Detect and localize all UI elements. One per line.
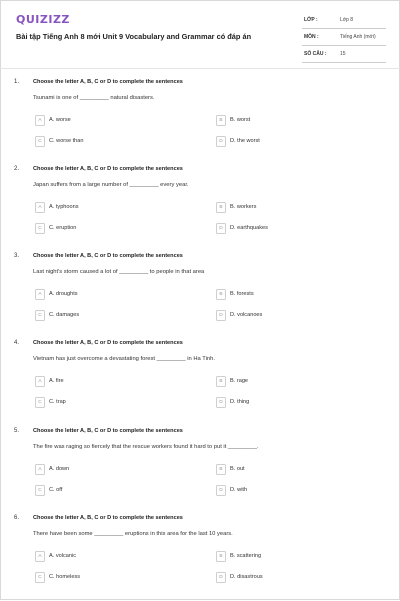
question-instruction: Choose the letter A, B, C or D to complete the sentences [33, 340, 183, 346]
question-item [0, 515, 400, 601]
meta-value: 15 [340, 51, 346, 57]
meta-key: SỐ CÂU : [304, 51, 327, 57]
question-instruction: Choose the letter A, B, C or D to complete the sentences [33, 428, 183, 434]
option-text: C. trap [49, 398, 66, 405]
meta-key: MÔN : [304, 34, 319, 40]
question-item [0, 166, 400, 252]
option-text: A. down [49, 465, 70, 472]
option-letter-box: B [216, 376, 226, 387]
worksheet-title: Bài tập Tiếng Anh 8 mới Unit 9 Vocabulary and Grammar có đáp án [16, 32, 252, 41]
question-text: Japan suffers from a large number of _________ every year. [33, 182, 189, 188]
option-letter-box: B [216, 115, 226, 126]
option-letter-box: B [216, 551, 226, 562]
question-number: 5. [14, 428, 20, 434]
option-letter-box: A [35, 115, 45, 126]
header-divider [0, 68, 400, 69]
question-number: 1. [14, 79, 20, 85]
question-item [0, 428, 400, 514]
question-text: Last night's storm caused a lot of _________ to people in that area [33, 269, 205, 275]
option-text: C. damages [49, 311, 80, 318]
question-number: 6. [14, 515, 20, 521]
option-text: B. out [230, 465, 245, 472]
question-text: The fire was raging so fiercely that the rescue workers found it hard to put it _________. [33, 444, 259, 450]
option-text: A. fire [49, 377, 64, 384]
question-number: 3. [14, 253, 20, 259]
question-text: Tsunami is one of _________ natural disasters. [33, 95, 155, 101]
option-text: A. droughts [49, 290, 78, 297]
option-letter-box: D [216, 485, 226, 496]
option-text: B. workers [230, 203, 257, 210]
option-letter-box: A [35, 289, 45, 300]
option-letter-box: C [35, 310, 45, 321]
question-text: Vietnam has just overcome a devastating forest _________ in Ha Tinh. [33, 356, 215, 362]
meta-key: LỚP : [304, 17, 318, 23]
option-letter-box: D [216, 572, 226, 583]
question-item [0, 79, 400, 165]
question-instruction: Choose the letter A, B, C or D to complete the sentences [33, 79, 183, 85]
question-instruction: Choose the letter A, B, C or D to complete the sentences [33, 166, 183, 172]
option-letter-box: A [35, 376, 45, 387]
option-text: C. homeless [49, 573, 81, 580]
question-number: 2. [14, 166, 20, 172]
option-letter-box: C [35, 223, 45, 234]
option-text: B. forests [230, 290, 254, 297]
meta-row-class [302, 12, 386, 29]
option-text: A. volcanic [49, 552, 77, 559]
option-letter-box: A [35, 464, 45, 475]
option-letter-box: B [216, 289, 226, 300]
question-text: There have been some _________ eruptions in this area for the last 10 years. [33, 531, 233, 537]
option-letter-box: C [35, 572, 45, 583]
option-text: D. with [230, 486, 248, 493]
option-letter-box: C [35, 136, 45, 147]
worksheet-header [0, 0, 400, 70]
option-letter-box: C [35, 397, 45, 408]
option-text: B. scattering [230, 552, 262, 559]
option-text: D. thing [230, 398, 250, 405]
option-letter-box: A [35, 202, 45, 213]
meta-row-question-count [302, 46, 386, 63]
option-text: A. worse [49, 116, 71, 123]
option-letter-box: D [216, 310, 226, 321]
question-item [0, 340, 400, 426]
quizizz-logo: QUIZIZZ [16, 13, 70, 26]
option-text: C. eruption [49, 224, 77, 231]
option-text: B. rage [230, 377, 249, 384]
question-number: 4. [14, 340, 20, 346]
question-instruction: Choose the letter A, B, C or D to complete the sentences [33, 515, 183, 521]
worksheet-meta-table [302, 12, 386, 63]
meta-row-subject [302, 29, 386, 46]
option-letter-box: C [35, 485, 45, 496]
meta-value: Tiếng Anh (mới) [340, 34, 376, 40]
option-text: C. off [49, 486, 63, 493]
option-letter-box: D [216, 136, 226, 147]
question-item [0, 253, 400, 339]
option-text: D. earthquakes [230, 224, 268, 231]
option-letter-box: D [216, 397, 226, 408]
meta-value: Lớp 8 [340, 17, 354, 23]
option-text: D. the worst [230, 137, 260, 144]
option-text: C. worse than [49, 137, 84, 144]
option-letter-box: D [216, 223, 226, 234]
option-text: B. worst [230, 116, 251, 123]
option-letter-box: A [35, 551, 45, 562]
option-text: D. disastrous [230, 573, 263, 580]
option-text: D. volcanoes [230, 311, 263, 318]
option-text: A. typhoons [49, 203, 79, 210]
option-letter-box: B [216, 464, 226, 475]
question-instruction: Choose the letter A, B, C or D to complete the sentences [33, 253, 183, 259]
option-letter-box: B [216, 202, 226, 213]
